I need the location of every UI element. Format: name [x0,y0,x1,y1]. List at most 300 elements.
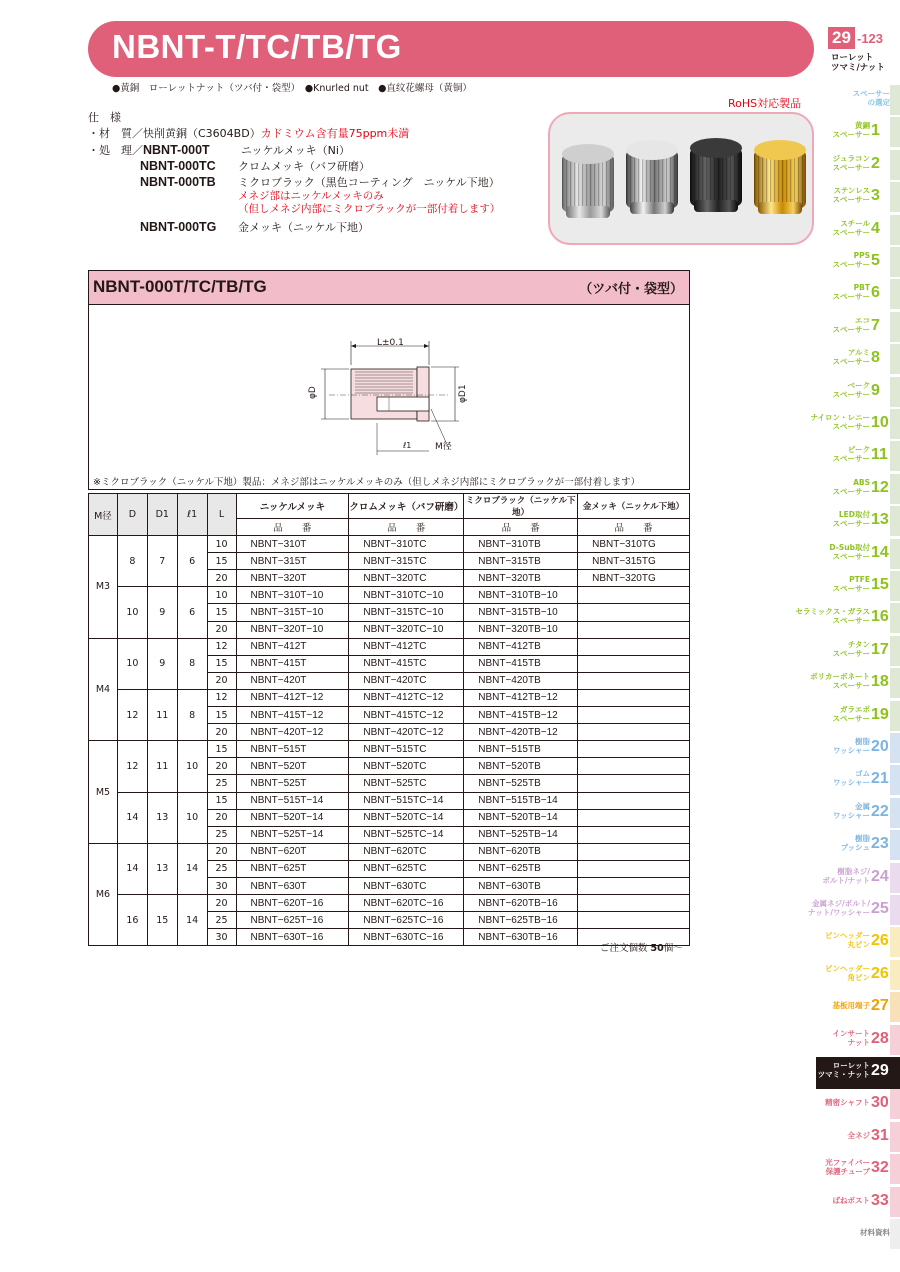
sidebar-tab [890,474,900,504]
sidebar-item-label: アルミ スペーサー [832,348,870,367]
cell-part-tc: NBNT−625TC−16 [349,912,464,929]
sidebar-tab [890,117,900,147]
cell-part-tg: NBNT−310TG [578,536,690,553]
cell-part-t: NBNT−525T−14 [236,826,349,843]
col-d1: D1 [147,494,177,536]
cell-part-tb: NBNT−320TB [464,570,578,587]
sidebar-tab [890,1057,900,1087]
cell-l: 20 [207,621,236,638]
sidebar-tab [890,668,900,698]
cell-part-t: NBNT−412T−12 [236,689,349,706]
cell-part-tc: NBNT−525TC−14 [349,826,464,843]
sidebar-item[interactable] [816,1154,900,1186]
tb-note-2-text: （但しメネジ内部にミクロブラックが一部付着します） [238,203,501,215]
sidebar-item-number: 32 [871,1159,889,1177]
table-row [89,843,690,860]
cell-part-tg [578,843,690,860]
cell-part-tc: NBNT−520TC−14 [349,809,464,826]
cell-l: 20 [207,843,236,860]
treatment-code: NBNT-000T [143,143,210,157]
nut-black [690,138,742,212]
sidebar-item[interactable] [795,603,900,635]
sidebar-tab [890,506,900,536]
cell-part-tb: NBNT−415TB [464,655,578,672]
sidebar-item-label: ローレット ツマミ・ナット [817,1061,870,1079]
table-row [89,638,690,655]
cell-part-tb: NBNT−320TB−10 [464,621,578,638]
cell-l: 10 [207,587,236,604]
rohs-label: RoHS対応製品 [728,97,802,110]
sidebar-item[interactable] [816,441,900,473]
sidebar-item-number: 17 [871,640,889,658]
sidebar-tab [890,215,900,245]
cell-d: 10 [117,638,147,689]
cell-part-tc: NBNT−520TC [349,758,464,775]
sidebar-item[interactable] [816,247,900,279]
cell-part-tc: NBNT−630TC−16 [349,929,464,946]
sidebar-item-number: 29 [871,1062,889,1079]
sidebar-tab [890,441,900,471]
cell-part-tc: NBNT−525TC [349,775,464,792]
page-subtitle: ●黄銅 ローレットナット（ツバ付・袋型） ●Knurled nut ●直纹花螺母（黄铜） [112,83,472,94]
cell-part-tg [578,621,690,638]
product-table [88,493,690,946]
product-section [88,270,690,490]
page-sub-number: -123 [857,31,884,46]
spec-block [88,110,500,235]
sidebar-tab [890,377,900,407]
cell-part-tb: NBNT−412TB−12 [464,689,578,706]
sidebar-item-number: 14 [871,543,889,561]
spec-treatment-tg [88,219,500,235]
sidebar-item[interactable] [816,798,900,830]
cell-part-tc: NBNT−412TC−12 [349,689,464,706]
sidebar-tab [890,150,900,180]
cell-part-tb: NBNT−515TB [464,741,578,758]
sidebar-tab [890,182,900,212]
col-l: L [207,494,236,536]
cell-d1: 9 [147,587,177,638]
cell-l: 25 [207,860,236,877]
treatment-desc: 金メッキ（ニッケル下地） [238,221,370,234]
sidebar-item-label: スペーサー の選定 [852,89,890,107]
spec-material [88,126,500,142]
sidebar-item-number: 10 [871,414,889,431]
sidebar-item[interactable] [816,830,900,862]
sidebar-item-number: 30 [871,1094,889,1112]
cell-part-t: NBNT−515T [236,741,349,758]
section-title: NBNT-000T/TC/TB/TG [93,277,267,296]
cell-d1: 9 [147,638,177,689]
cell-part-tc: NBNT−420TC−12 [349,724,464,741]
cell-part-tb: NBNT−420TB−12 [464,724,578,741]
cell-l: 20 [207,724,236,741]
cell-part-tc: NBNT−315TC−10 [349,604,464,621]
cell-part-tc: NBNT−625TC [349,860,464,877]
cell-part-tb: NBNT−520TB [464,758,578,775]
cell-l1: 14 [177,843,207,894]
cell-m: M5 [89,741,118,844]
cell-l: 20 [207,758,236,775]
sidebar-item-label: スチール スペーサー [832,218,870,237]
cell-part-tg [578,707,690,724]
page-number-badge: 29 [828,27,855,49]
section-note: ※ミクロブラック（ニッケル下地）製品：メネジ部はニッケルメッキのみ（但しメネジ内部にミクロブラックが一部付着します） [93,477,641,488]
sidebar-item-number: 23 [871,835,889,853]
sidebar-item-label: ピンヘッダー 角ピン [825,963,870,982]
cell-part-tc: NBNT−420TC [349,672,464,689]
cell-part-tg [578,895,690,912]
sidebar-item-number: 26 [871,964,889,982]
cell-d: 8 [117,536,147,587]
cell-l1: 10 [177,792,207,843]
cell-part-t: NBNT−310T [236,536,349,553]
col-d: D [117,494,147,536]
cell-l1: 10 [177,741,207,792]
cell-part-tc: NBNT−310TC−10 [349,587,464,604]
nut-gold [754,140,806,214]
sidebar-item[interactable] [816,927,900,959]
spec-treatment-tb [88,174,500,190]
cell-d1: 13 [147,843,177,894]
col-tg: 金メッキ（ニッケル下地） [578,494,690,519]
table-header-row [89,494,690,519]
cell-l: 25 [207,826,236,843]
sidebar-item[interactable] [816,85,900,117]
sidebar-item-label: 基板用端子 [832,1001,870,1011]
sidebar-tab [890,830,900,860]
sidebar-item[interactable] [816,312,900,344]
tb-note-2 [88,203,500,219]
treatment-desc: クロムメッキ（バフ研磨） [238,160,370,173]
cell-d: 12 [117,689,147,740]
page-category: ローレット ツマミ/ナット [831,53,885,73]
sidebar-item-label: 樹脂 ワッシャー [833,737,870,755]
cell-part-tb: NBNT−415TB−12 [464,707,578,724]
dim-l1-label: ℓ1 [403,441,412,450]
cell-l: 15 [207,553,236,570]
cell-part-tg [578,638,690,655]
tb-note-1-text: メネジ部はニッケルメッキのみ [238,190,384,202]
cell-l: 15 [207,741,236,758]
sidebar-item-label: LED取付 スペーサー [832,510,870,529]
sidebar-item-number: 20 [871,738,889,755]
cell-part-t: NBNT−520T−14 [236,809,349,826]
sidebar-item-label: ナイロン・レニー スペーサー [810,413,870,431]
cell-d: 10 [117,587,147,638]
cell-part-tb: NBNT−310TB [464,536,578,553]
sidebar-item-label: PTFE スペーサー [832,575,870,593]
sidebar-item-label: ジュラコン スペーサー [832,153,870,172]
dim-M-label: M径 [435,442,452,452]
cell-d1: 7 [147,536,177,587]
sidebar-item[interactable] [816,1057,900,1089]
cell-part-t: NBNT−320T−10 [236,621,349,638]
cell-l: 20 [207,895,236,912]
sidebar-item-label: 黄銅 スペーサー [832,121,870,140]
sidebar-item-number: 4 [871,219,880,237]
cell-part-tc: NBNT−412TC [349,638,464,655]
table-row [89,895,690,912]
nut-chrome [626,140,678,214]
cell-part-tb: NBNT−520TB−14 [464,809,578,826]
sidebar-item[interactable] [816,571,900,603]
sidebar-item-label: チタン スペーサー [832,639,870,658]
cell-m: M4 [89,638,118,741]
sidebar-item[interactable] [816,765,900,797]
sidebar-item[interactable] [816,344,900,376]
cell-part-tg [578,877,690,894]
cell-part-t: NBNT−630T−16 [236,929,349,946]
sidebar-tab [890,701,900,731]
table-row [89,536,690,553]
col-tc: クロムメッキ（バフ研磨） [349,494,464,519]
table-row [89,587,690,604]
sidebar-item-label: ポリカーボネート スペーサー [810,672,870,691]
sidebar-tab [890,960,900,990]
sidebar-item[interactable] [816,1025,900,1057]
sidebar-item[interactable] [816,960,900,992]
cell-part-tg [578,792,690,809]
cell-l: 15 [207,655,236,672]
cell-l: 10 [207,536,236,553]
cell-l: 20 [207,809,236,826]
cell-part-tc: NBNT−315TC [349,553,464,570]
cell-part-tg [578,655,690,672]
cell-part-tc: NBNT−415TC [349,655,464,672]
sidebar-item-label: ステンレス スペーサー [832,186,870,205]
cell-l: 25 [207,775,236,792]
cell-part-t: NBNT−625T [236,860,349,877]
sidebar-item-label: ゴム ワッシャー [833,769,870,788]
sidebar-item-number: 12 [871,478,889,496]
sidebar-item-number: 28 [871,1029,889,1047]
sidebar-tab [890,539,900,569]
cell-part-t: NBNT−315T−10 [236,604,349,621]
sidebar-item-label: ベーク スペーサー [832,380,870,399]
cell-l: 20 [207,570,236,587]
cell-l: 15 [207,707,236,724]
sidebar-item[interactable] [816,701,900,733]
cell-part-tb: NBNT−525TB [464,775,578,792]
cell-l: 30 [207,877,236,894]
sidebar-item[interactable] [816,1187,900,1219]
cell-part-t: NBNT−620T−16 [236,895,349,912]
page-title: NBNT-T/TC/TB/TG [112,28,402,65]
sidebar-tab [890,1025,900,1055]
sidebar-item[interactable] [816,150,900,182]
sidebar-item[interactable] [816,1219,900,1251]
cell-d1: 15 [147,895,177,946]
sidebar-item-label: セラミックス・ガラス スペーサー [795,607,870,626]
cell-part-tc: NBNT−320TC [349,570,464,587]
sidebar-item[interactable] [816,279,900,311]
cell-l1: 8 [177,689,207,740]
sidebar-item[interactable] [816,117,900,149]
sidebar-item-number: 1 [871,122,880,140]
table-body [89,536,690,946]
sidebar-tab [890,1089,900,1119]
cell-part-tc: NBNT−320TC−10 [349,621,464,638]
sidebar-item[interactable] [816,733,900,765]
cell-part-tc: NBNT−415TC−12 [349,707,464,724]
sidebar-item-label: ピンヘッダー 丸ピン [825,931,870,950]
order-quantity [600,940,683,954]
sidebar-item-number: 7 [871,316,880,334]
sidebar-item-number: 6 [871,284,880,302]
cell-part-tg [578,775,690,792]
sidebar-item[interactable] [816,1122,900,1154]
cell-l: 20 [207,672,236,689]
cell-part-tc: NBNT−620TC−16 [349,895,464,912]
sidebar-item[interactable] [810,409,900,441]
sidebar-item[interactable] [816,474,900,506]
sidebar-tab [890,895,900,925]
col-pn: 品 番 [578,519,690,536]
section-header [89,271,689,305]
cell-part-tg [578,587,690,604]
cell-l: 12 [207,638,236,655]
dim-D1-label: φD1 [458,384,468,403]
sidebar-tab [890,312,900,342]
cell-part-tg [578,809,690,826]
cell-part-tb: NBNT−625TB [464,860,578,877]
sidebar-item[interactable] [816,992,900,1024]
sidebar-item-label: 金属 ワッシャー [833,801,870,820]
sidebar-item-label: 樹脂 ブッシュ [840,834,870,853]
cell-d1: 11 [147,741,177,792]
sidebar-item[interactable] [816,1089,900,1121]
sidebar-item[interactable] [816,636,900,668]
sidebar-item-number: 24 [871,867,889,885]
cell-l: 15 [207,792,236,809]
cell-part-t: NBNT−415T−12 [236,707,349,724]
cell-l1: 8 [177,638,207,689]
cell-l: 15 [207,604,236,621]
cell-part-tg [578,758,690,775]
sidebar-tab [890,927,900,957]
sidebar-item-label: PPS スペーサー [832,251,870,269]
sidebar-tab [890,85,900,115]
sidebar-item[interactable] [816,182,900,214]
table-row [89,792,690,809]
sidebar-tab [890,992,900,1022]
sidebar-item[interactable] [807,895,900,927]
cell-part-tb: NBNT−420TB [464,672,578,689]
cell-part-tb: NBNT−630TB−16 [464,929,578,946]
cell-part-t: NBNT−525T [236,775,349,792]
cell-d: 14 [117,843,147,894]
cell-d: 12 [117,741,147,792]
cell-part-tg [578,689,690,706]
sidebar-item[interactable] [816,215,900,247]
cell-l1: 6 [177,587,207,638]
material-note: カドミウム含有量75ppm未満 [260,127,410,140]
col-l1: ℓ1 [177,494,207,536]
sidebar-item-label: ピーク スペーサー [832,445,870,464]
cell-part-tc: NBNT−515TC [349,741,464,758]
cell-part-tb: NBNT−525TB−14 [464,826,578,843]
cell-part-tb: NBNT−625TB−16 [464,912,578,929]
cell-m: M3 [89,536,118,639]
sidebar-item[interactable] [816,539,900,571]
cell-part-t: NBNT−420T−12 [236,724,349,741]
cell-l: 30 [207,929,236,946]
sidebar-tab [890,733,900,763]
sidebar-item-number: 15 [871,576,889,593]
sidebar-item-number: 9 [871,381,880,399]
cell-part-tc: NBNT−630TC [349,877,464,894]
sidebar-tab [890,247,900,277]
sidebar-item-number: 2 [871,154,880,172]
cell-part-tb: NBNT−620TB [464,843,578,860]
sidebar-item-number: 8 [871,349,880,367]
sidebar-item[interactable] [816,863,900,895]
cell-part-t: NBNT−415T [236,655,349,672]
sidebar-tab [890,1187,900,1217]
table-row [89,689,690,706]
cell-part-tc: NBNT−310TC [349,536,464,553]
cell-part-tg [578,860,690,877]
sidebar-item[interactable] [816,377,900,409]
sidebar-item-number: 33 [871,1191,889,1209]
sidebar-item-label: D-Sub取付 スペーサー [829,542,870,561]
sidebar-item-number: 3 [871,187,880,205]
sidebar-item-number: 26 [871,932,889,950]
cell-part-tb: NBNT−310TB−10 [464,587,578,604]
cell-d1: 13 [147,792,177,843]
col-pn: 品 番 [349,519,464,536]
cell-l1: 14 [177,895,207,946]
spec-heading: 仕 様 [88,111,121,124]
sidebar-item-number: 11 [871,446,888,464]
sidebar-item[interactable] [810,668,900,700]
cell-part-t: NBNT−320T [236,570,349,587]
cell-m: M6 [89,843,118,946]
sidebar-item-label: 精密シャフト [825,1098,870,1108]
cell-part-tg [578,672,690,689]
sidebar-item-number: 25 [871,900,889,917]
cell-part-t: NBNT−620T [236,843,349,860]
sidebar-item-label: 材料資料 [860,1228,890,1237]
cell-part-tg: NBNT−315TG [578,553,690,570]
cell-l: 25 [207,912,236,929]
cell-part-t: NBNT−420T [236,672,349,689]
spec-treatment-t [88,142,500,158]
cell-part-tb: NBNT−620TB−16 [464,895,578,912]
cell-d: 14 [117,792,147,843]
sidebar-item-number: 19 [871,705,889,723]
sidebar-item-number: 13 [871,511,889,529]
treatment-code: NBNT-000TB [140,175,216,189]
sidebar-item-number: 18 [871,673,889,691]
cell-part-tg [578,826,690,843]
sidebar-item[interactable] [816,506,900,538]
cell-part-t: NBNT−520T [236,758,349,775]
cell-part-tc: NBNT−620TC [349,843,464,860]
sidebar-item-label: ガラエポ スペーサー [832,704,870,723]
cell-part-tb: NBNT−515TB−14 [464,792,578,809]
cell-part-t: NBNT−515T−14 [236,792,349,809]
sidebar-tab [890,571,900,601]
col-pn: 品 番 [464,519,578,536]
sidebar-item-label: ばねポスト [832,1195,870,1205]
dim-D-label: φD [308,386,318,399]
cell-part-tb: NBNT−315TB−10 [464,604,578,621]
tb-note-1 [88,190,500,203]
sidebar-item-label: PBT スペーサー [832,283,870,302]
cell-d1: 11 [147,689,177,740]
